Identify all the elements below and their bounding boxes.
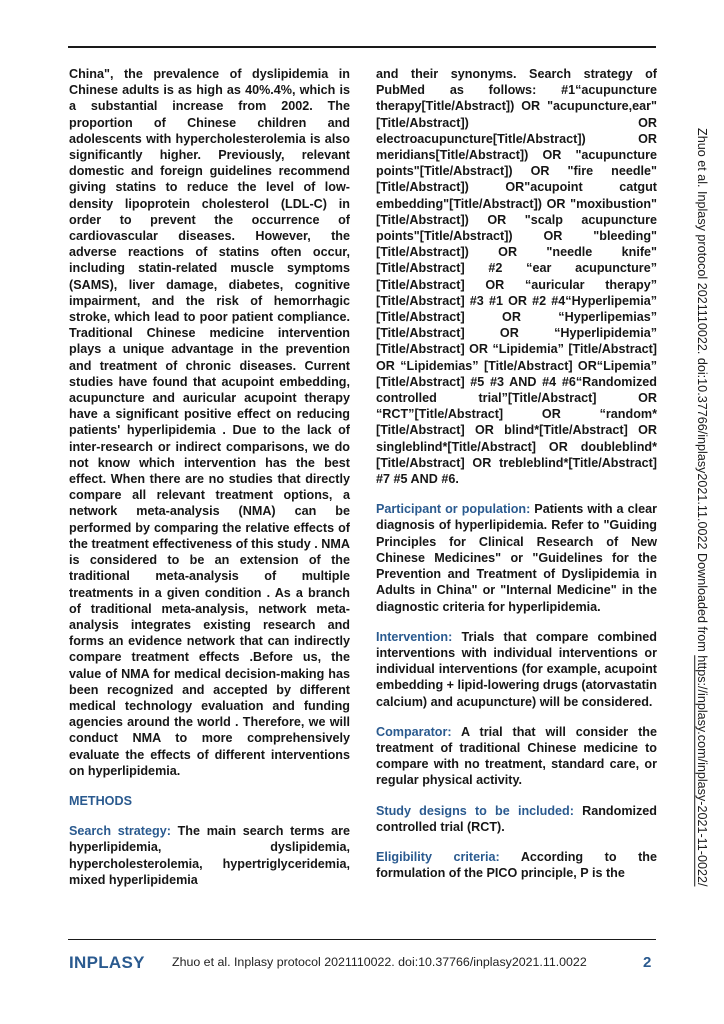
participant-paragraph — [376, 501, 657, 614]
intervention-text: Trials that compare combined interventions with individual interventions or individual interventions (for example, acupoint embedding + lipid-lowering drugs (atorvastatin calcium) and acupuncture) will be considered. — [376, 629, 657, 709]
header-rule — [68, 46, 656, 48]
intro-paragraph: China", the prevalence of dyslipidemia in Chinese adults is as high as 40%.4%, which is a substantial increase from 2002. The proportion of Chinese children and adolescents with hypercholesterolemia is also significantly higher. Previously, relevant domestic and foreign guidelines recommend giving statins to reduce the level of low-density lipoprotein cholesterol (LDL-C) in order to prevent the occurrence of cardiovascular diseases. However, the adverse reactions of statins often occur, including statin-related muscle symptoms (SAMS), liver damage, diabetes, cognitive impairment, and the risk of hemorrhagic stroke, which lead to poor patient compliance. Traditional Chinese medicine intervention plays a unique advantage in the prevention and treatment of chronic diseases. Current studies have found that acupoint embedding, acupuncture and auricular acupoint therapy have a significant positive effect on reducing patients' hyperlipidemia . Due to the lack of inter-research or indirect comparisons, we do not know which intervention has the best effect. When there are no studies that directly compare all relevant treatment options, a network meta-analysis (NMA) can be performed by comparing the relative effects of the treatment effectiveness of this study . NMA is considered to be an extension of the traditional meta-analysis of multiple treatments in a given condition . As a branch of traditional meta-analysis, network meta-analysis integrates existing research and forms an evidence network that can indirectly compare treatment effects .Before us, the value of NMA for medical decision-making has been recognized and accepted by different medical technology evaluation and funding agencies around the world . Therefore, we will conduct NMA to more comprehensively evaluate the effects of different interventions on hyperlipidemia. — [69, 67, 350, 778]
comparator-paragraph — [376, 724, 657, 789]
study-designs-paragraph — [376, 803, 657, 835]
download-link[interactable]: https://inplasy.com/inplasy-2021-11-0022/ — [695, 655, 709, 887]
search-strategy-continued: and their synonyms. Search strategy of PubMed as follows: #1“acupuncture therapy[Title/Abstract]) OR "acupuncture,ear" [Title/Abstract]) OR electroacupuncture[Title/Abstract]) OR meridians[Title/Abstract]) OR "acupuncture points"[Title/Abstract]) OR "fire needle"[Title/Abstract]) OR"acupoint catgut embedding"[Title/Abstract]) OR "moxibustion"[Title/Abstract]) OR "scalp acupuncture points"[Title/Abstract]) OR "bleeding"[Title/Abstract]) OR "needle knife"[Title/Abstract] #2 “ear acupuncture” [Title/Abstract] OR “auricular therapy” [Title/Abstract] #3 #1 OR #2 #4“Hyperlipemia” [Title/Abstract] OR “Hyperlipemias” [Title/Abstract] OR “Hyperlipidemia” [Title/Abstract] OR “Lipidemia” [Title/Abstract] OR “Lipidemias” [Title/Abstract] OR“Lipemia” [Title/Abstract] #5 #3 AND #4 #6“Randomized controlled trial”[Title/Abstract] OR “RCT”[Title/Abstract] OR “random*[Title/Abstract] OR blind*[Title/Abstract] OR singleblind*[Title/Abstract] OR doubleblind*[Title/Abstract] OR trebleblind*[Title/Abstract] #7 #5 AND #6. — [376, 67, 657, 487]
comparator-label: Comparator: — [376, 724, 452, 739]
footer-brand-logo: INPLASY — [69, 953, 145, 972]
search-strategy-label: Search strategy: — [69, 824, 171, 839]
page-number: 2 — [643, 954, 652, 971]
intervention-label: Intervention: — [376, 629, 453, 644]
participant-text: Patients with a clear diagnosis of hyperlipidemia. Refer to "Guiding Principles for Clinical Research of New Chinese Medicines" or "Guidelines for the Prevention and Treatment of Dyslipidemia in Adults in China" or "Internal Medicine" in the diagnostic criteria for hyperlipidemia. — [376, 502, 657, 614]
search-strategy-text: The main search terms are hyperlipidemia, dyslipidemia, hypercholesterolemia, hypertriglyceridemia, mixed hyperlipidemia — [69, 824, 350, 887]
study-designs-text: Randomized controlled trial (RCT). — [376, 803, 658, 834]
footer-rule — [68, 939, 656, 940]
side-margin-citation — [694, 128, 710, 886]
footer-citation: Zhuo et al. Inplasy protocol 2021110022. doi:10.37766/inplasy2021.11.0022 — [172, 955, 587, 969]
eligibility-text: According to the formulation of the PICO principle, P is the — [376, 849, 657, 881]
intervention-paragraph — [376, 629, 657, 710]
search-strategy-paragraph — [69, 823, 350, 888]
comparator-text: A trial that will consider the treatment of traditional Chinese medicine to compare with no treatment, standard care, or regular physical activity. — [376, 724, 657, 788]
study-designs-label: Study designs to be included: — [376, 803, 574, 818]
eligibility-label: Eligibility criteria: — [376, 849, 500, 864]
eligibility-paragraph — [376, 849, 657, 881]
side-margin-text: Zhuo et al. Inplasy protocol 2021110022. doi:10.37766/inplasy2021.11.0022 Downloaded from — [695, 128, 709, 656]
right-column — [376, 66, 657, 895]
methods-heading: METHODS — [69, 793, 132, 808]
participant-label: Participant or population: — [376, 502, 531, 517]
left-column — [69, 66, 350, 902]
